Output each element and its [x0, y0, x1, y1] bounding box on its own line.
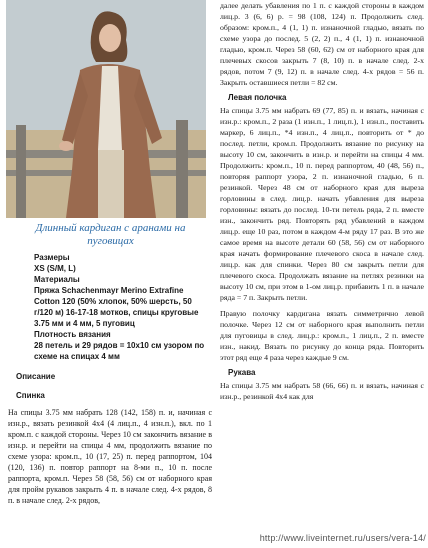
left-front-heading: Левая полочка	[228, 93, 287, 102]
yarn-line-4: 3.75 мм и 4 мм, 5 пуговиц	[34, 319, 135, 328]
right-column	[220, 0, 424, 402]
left-front-instructions: На спицы 3.75 мм набрать 69 (77, 85) п. и вязать, начиная с изн.р.: кром.п., 2 раза (1 изн.п., 1 лиц.п.), 1 изн.п., поставить маркер, 6 лиц.п., *4 изн.п., 4 лиц.п., повторить от * до послед. петли, кром.п. Продолжить вязание по рисунку на высоту 10 см, закончить в изн.р. и перейти на спицы 4 мм. Продолжить: кром.п., 10 п. перед раппортом, 40 (48, 56) п., повторяя раппорт узора, 2 п. изнаночной гладью, 6 п. резинкой. Через 48 см от наборного края для выреза горловины в след. лиц.р. начать убавления для выреза горловины: вязать до послед. 10-ти петель ряда, 2 п. вместе изн., закончить ряд. Повторять ряд убавлений в каждом лиц.р. еще 10 раз, потом в каждом 4-м ряду 17 раз. В это же самое время на высоте детали 60 (58, 56) см от наборного края начать формирование плечевого скоса в начале след. лиц.р. как для спинки. Через 80 см закрыть петли для плечевого скоса. Продолжать вязание на петлях резинки на высоту 10 см, при этом в 1-ом лиц.р. прибавить 1 п. в начале ряда = 7 п. Закрыть петли.	[220, 106, 424, 302]
model-photo	[6, 0, 206, 218]
source-url-watermark: http://www.liveinternet.ru/users/vera-14/	[259, 533, 426, 543]
density-heading: Плотность вязания	[34, 330, 111, 339]
density-line-1: 28 петель и 29 рядов = 10х10 см узором по	[34, 341, 205, 350]
yarn-line-1: Пряжа Schachenmayr Merino Extrafine	[34, 286, 184, 295]
right-front-instructions: Правую полочку кардигана вязать симметрично левой полочке. Через 12 см от наборного края выполнить петли для пуговицы в след. лиц.р.: кром.п., 1 лиц.п., 2 п. вместе изн., накид. Вязать по рисунку до конца ряда. Повторить этот ряд еще 4 раза через каждые 9 см.	[220, 309, 424, 362]
sizes-heading: Размеры	[34, 253, 70, 262]
left-column	[8, 252, 212, 506]
photo-caption: Длинный кардиган с аранами на пуговицах	[35, 222, 186, 247]
sleeves-heading: Рукава	[228, 368, 256, 377]
sleeves-instructions: На спицы 3.75 мм набрать 58 (66, 66) п. и вязать, начиная с изн.р., резинкой 4х4 как для	[220, 381, 424, 401]
yarn-line-3: г/120 м) 16-17-18 мотков, спицы круговые	[34, 308, 199, 317]
back-heading: Спинка	[16, 391, 45, 400]
model-illustration	[6, 0, 206, 218]
back-continued: далее делать убавления по 1 п. с каждой стороны в каждом лиц.р. 3 (6, 6) р. = 98 (108, 124) п. Продолжить след. образом: кром.п., 4 (1, 1) п. изнаночной гладью, вязать по схеме узора до послед. 5 (2, 2) п., 4 (1, 1) п. изнаночной гладью, кром.п. Через 58 (60, 62) см от наборного края для плечевых скосов закрыть 7 (8, 10) п. в начале след. 2-х рядов, потом 7 (9, 12) п. в начале след. 4-х рядов = 56 п. Закрыть оставшиеся петли = 82 см.	[220, 1, 424, 87]
description-heading: Описание	[16, 372, 56, 381]
materials-heading: Материалы	[34, 275, 80, 284]
sizes-value: XS (S/M, L)	[34, 264, 76, 273]
back-instructions: На спицы 3.75 мм набрать 128 (142, 158) п. и, начиная с изн.р., вязать резинкой 4х4 (4 лиц.п., 4 изн.п.), вкл. по 1 кром.п. с каждой стороны. Через 10 см закончить вязание в изн.р. и перейти на спицы 4 мм, продолжить вязание по схеме узора: кром.п., 10 (17, 25) п. перед раппортом, 104 (120, 136) п. повтор раппорт на 8-ми п., 10 п. после раппорта, кром.п. Через 58 (58, 56) см от наборного края для пройм рукавов закрыть 4 п. в начале след. 4-х рядов, 8 п. в начале след. 2-х рядов,	[8, 408, 212, 505]
yarn-line-2: Cotton 120 (50% хлопок, 50% шерсть, 50	[34, 297, 192, 306]
density-line-2: схеме на спицах 4 мм	[34, 352, 120, 361]
